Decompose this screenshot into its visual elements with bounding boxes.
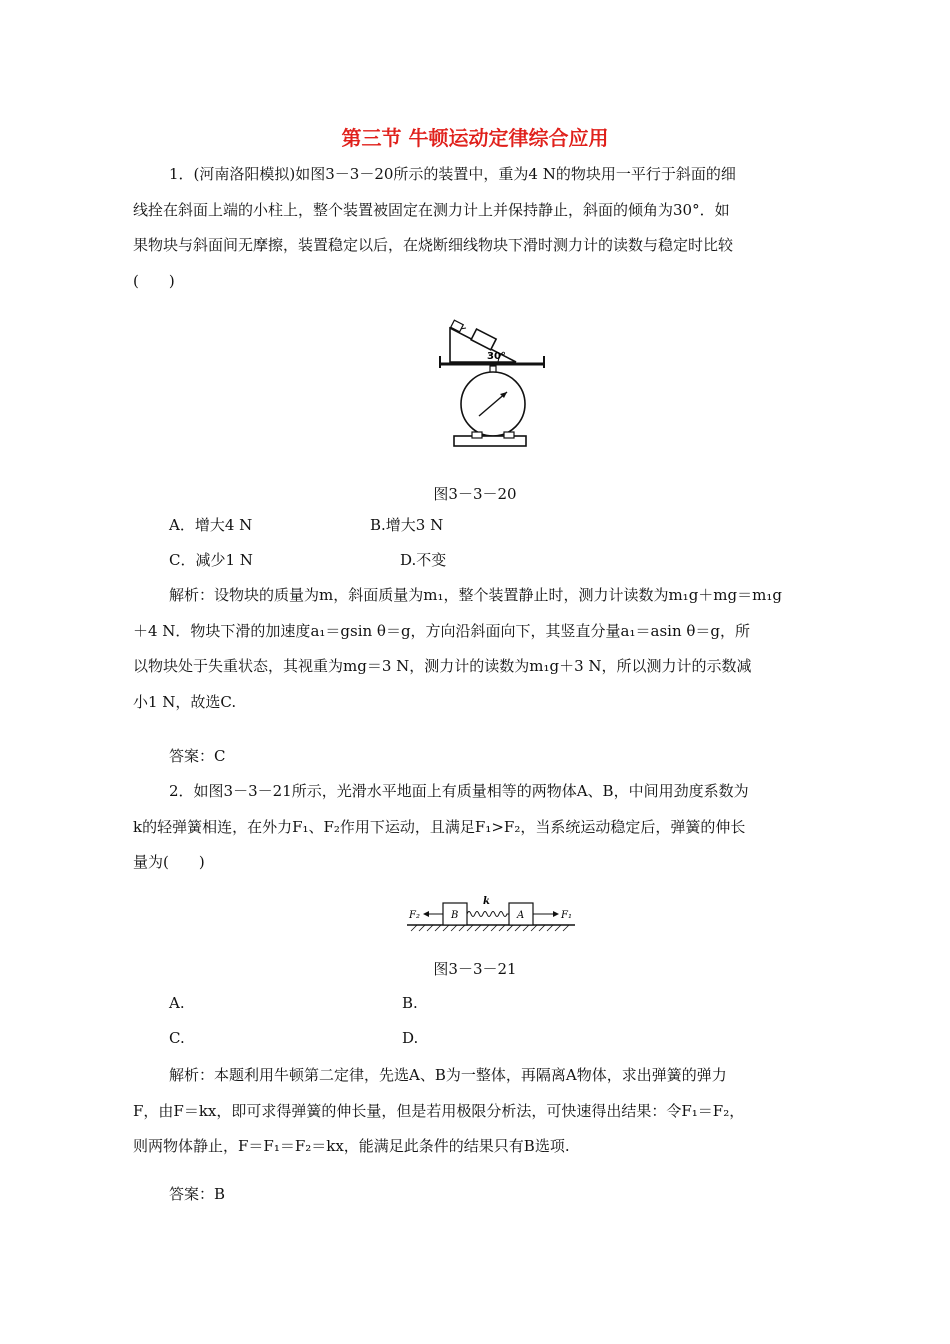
q1-analysis-line: ＋4 N．物块下滑的加速度a₁＝gsin θ＝g，方向沿斜面向下，其竖直分量a₁＝asin θ＝g，所 xyxy=(133,621,751,640)
q2-line: k的轻弹簧相连，在外力F₁、F₂作用下运动，且满足F₁>F₂，当系统运动稳定后，弹簧的伸长 xyxy=(133,817,746,836)
q2-analysis-line: 解析：本题利用牛顿第二定律，先选A、B为一整体，再隔离A物体，求出弹簧的弹力 xyxy=(169,1066,727,1084)
block-b-label: B xyxy=(451,910,459,921)
q1-line: 果物块与斜面间无摩擦，装置稳定以后，在烧断细线物块下滑时测力计的读数与稳定时比较 xyxy=(133,236,734,254)
q1-answer: 答案：C xyxy=(169,747,226,765)
q2-option-c: C. xyxy=(169,1029,185,1047)
q1-line: 1．(河南洛阳模拟)如图3－3－20所示的装置中，重为4 N的物块用一平行于斜面的细 xyxy=(169,165,736,183)
figure-caption-3-3-20: 图3－3－20 xyxy=(433,485,517,503)
q1-analysis xyxy=(133,578,817,720)
q2-option-a: A. xyxy=(169,994,185,1012)
force-f1-label: F₁ xyxy=(561,910,572,921)
q2-option-b: B. xyxy=(402,994,418,1012)
q1-option-b: B.增大3 N xyxy=(370,516,444,534)
q2-analysis xyxy=(133,1058,817,1165)
q2-line: 量为( ) xyxy=(133,853,205,871)
page-title: 第三节 牛顿运动定律综合应用 xyxy=(341,126,609,150)
q1-option-d: D.不变 xyxy=(400,551,447,569)
q1-line: ( ) xyxy=(133,271,175,290)
q2-analysis-line: F，由F＝kx，即可求得弹簧的伸长量，但是若用极限分析法，可快速得出结果：令F₁＝F₂， xyxy=(133,1101,745,1120)
q1-analysis-line: 小1 N，故选C. xyxy=(133,692,237,711)
q2-line: 2．如图3－3－21所示，光滑水平地面上有质量相等的两物体A、B，中间用劲度系数为 xyxy=(169,782,749,800)
q1-option-a: A．增大4 N xyxy=(169,516,253,534)
q1-option-c: C．减少1 N xyxy=(169,551,253,569)
figure-caption-3-3-21: 图3－3－21 xyxy=(433,960,517,978)
spring-k-label: k xyxy=(483,896,490,907)
block-a-label: A xyxy=(517,910,525,921)
figure-3-3-20 xyxy=(432,318,550,452)
q2-option-d: D. xyxy=(402,1029,419,1047)
angle-label: 30° xyxy=(487,351,506,362)
q1-analysis-line: 以物块处于失重状态，其视重为mg＝3 N，测力计的读数为m₁g＋3 N，所以测力计的示数减 xyxy=(133,657,752,675)
q1-analysis-line: 解析：设物块的质量为m，斜面质量为m₁，整个装置静止时，测力计读数为m₁g＋mg＝m₁g xyxy=(169,586,782,604)
question-2-text xyxy=(133,774,817,881)
question-1-text xyxy=(133,157,817,299)
figure-3-3-21 xyxy=(405,895,577,937)
q2-answer: 答案：B xyxy=(169,1185,226,1203)
q1-line: 线拴在斜面上端的小柱上，整个装置被固定在测力计上并保持静止，斜面的倾角为30°．如 xyxy=(133,200,730,219)
q2-analysis-line: 则两物体静止，F＝F₁＝F₂＝kx，能满足此条件的结果只有B选项. xyxy=(133,1137,570,1155)
force-f2-label: F₂ xyxy=(409,910,420,921)
